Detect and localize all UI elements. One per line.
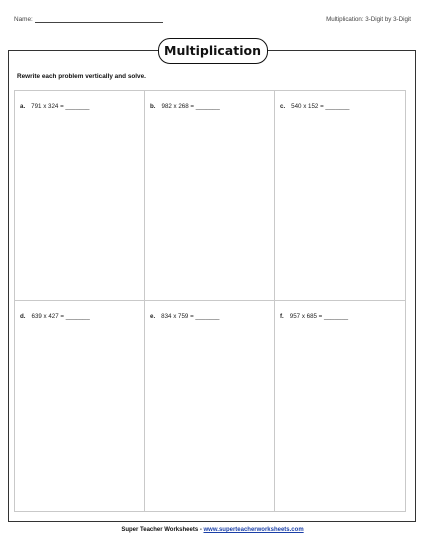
problem-text: 834 x 759 = _______ [161,313,220,320]
problem-cell-f[interactable] [275,301,405,511]
problem-letter: c. [280,103,286,110]
problem-letter: f. [280,313,284,320]
problem-text: 639 x 427 = _______ [31,313,90,320]
problem-d [20,313,90,320]
problem-text: 982 x 268 = _______ [161,103,220,110]
footer [0,527,425,533]
footer-separator: - [198,527,204,533]
problem-cell-e[interactable] [145,301,275,511]
problem-grid [14,90,406,512]
problem-letter: a. [20,103,26,110]
name-field[interactable] [14,16,163,23]
problem-text: 957 x 685 = _______ [289,313,349,320]
problem-text: 791 x 324 = _______ [31,103,90,110]
footer-link[interactable]: www.superteacherworksheets.com [203,527,304,533]
problem-letter: b. [150,103,156,110]
problem-e [150,313,220,320]
problem-a [20,103,90,110]
problem-letter: d. [20,313,26,320]
problem-f [280,313,348,320]
problem-cell-c[interactable] [275,91,405,301]
problem-c [280,103,350,110]
worksheet-topic: Multiplication: 3-Digit by 3-Digit [326,16,411,23]
problem-letter: e. [150,313,156,320]
problem-cell-a[interactable] [15,91,145,301]
instructions-text: Rewrite each problem vertically and solve. [17,73,146,80]
footer-brand: Super Teacher Worksheets [121,527,199,533]
problem-cell-d[interactable] [15,301,145,511]
page-title: Multiplication [158,38,268,64]
problem-text: 540 x 152 = _______ [291,103,350,110]
problem-cell-b[interactable] [145,91,275,301]
name-blank-line[interactable] [35,16,163,23]
problem-b [150,103,220,110]
name-label: Name: [14,16,33,23]
